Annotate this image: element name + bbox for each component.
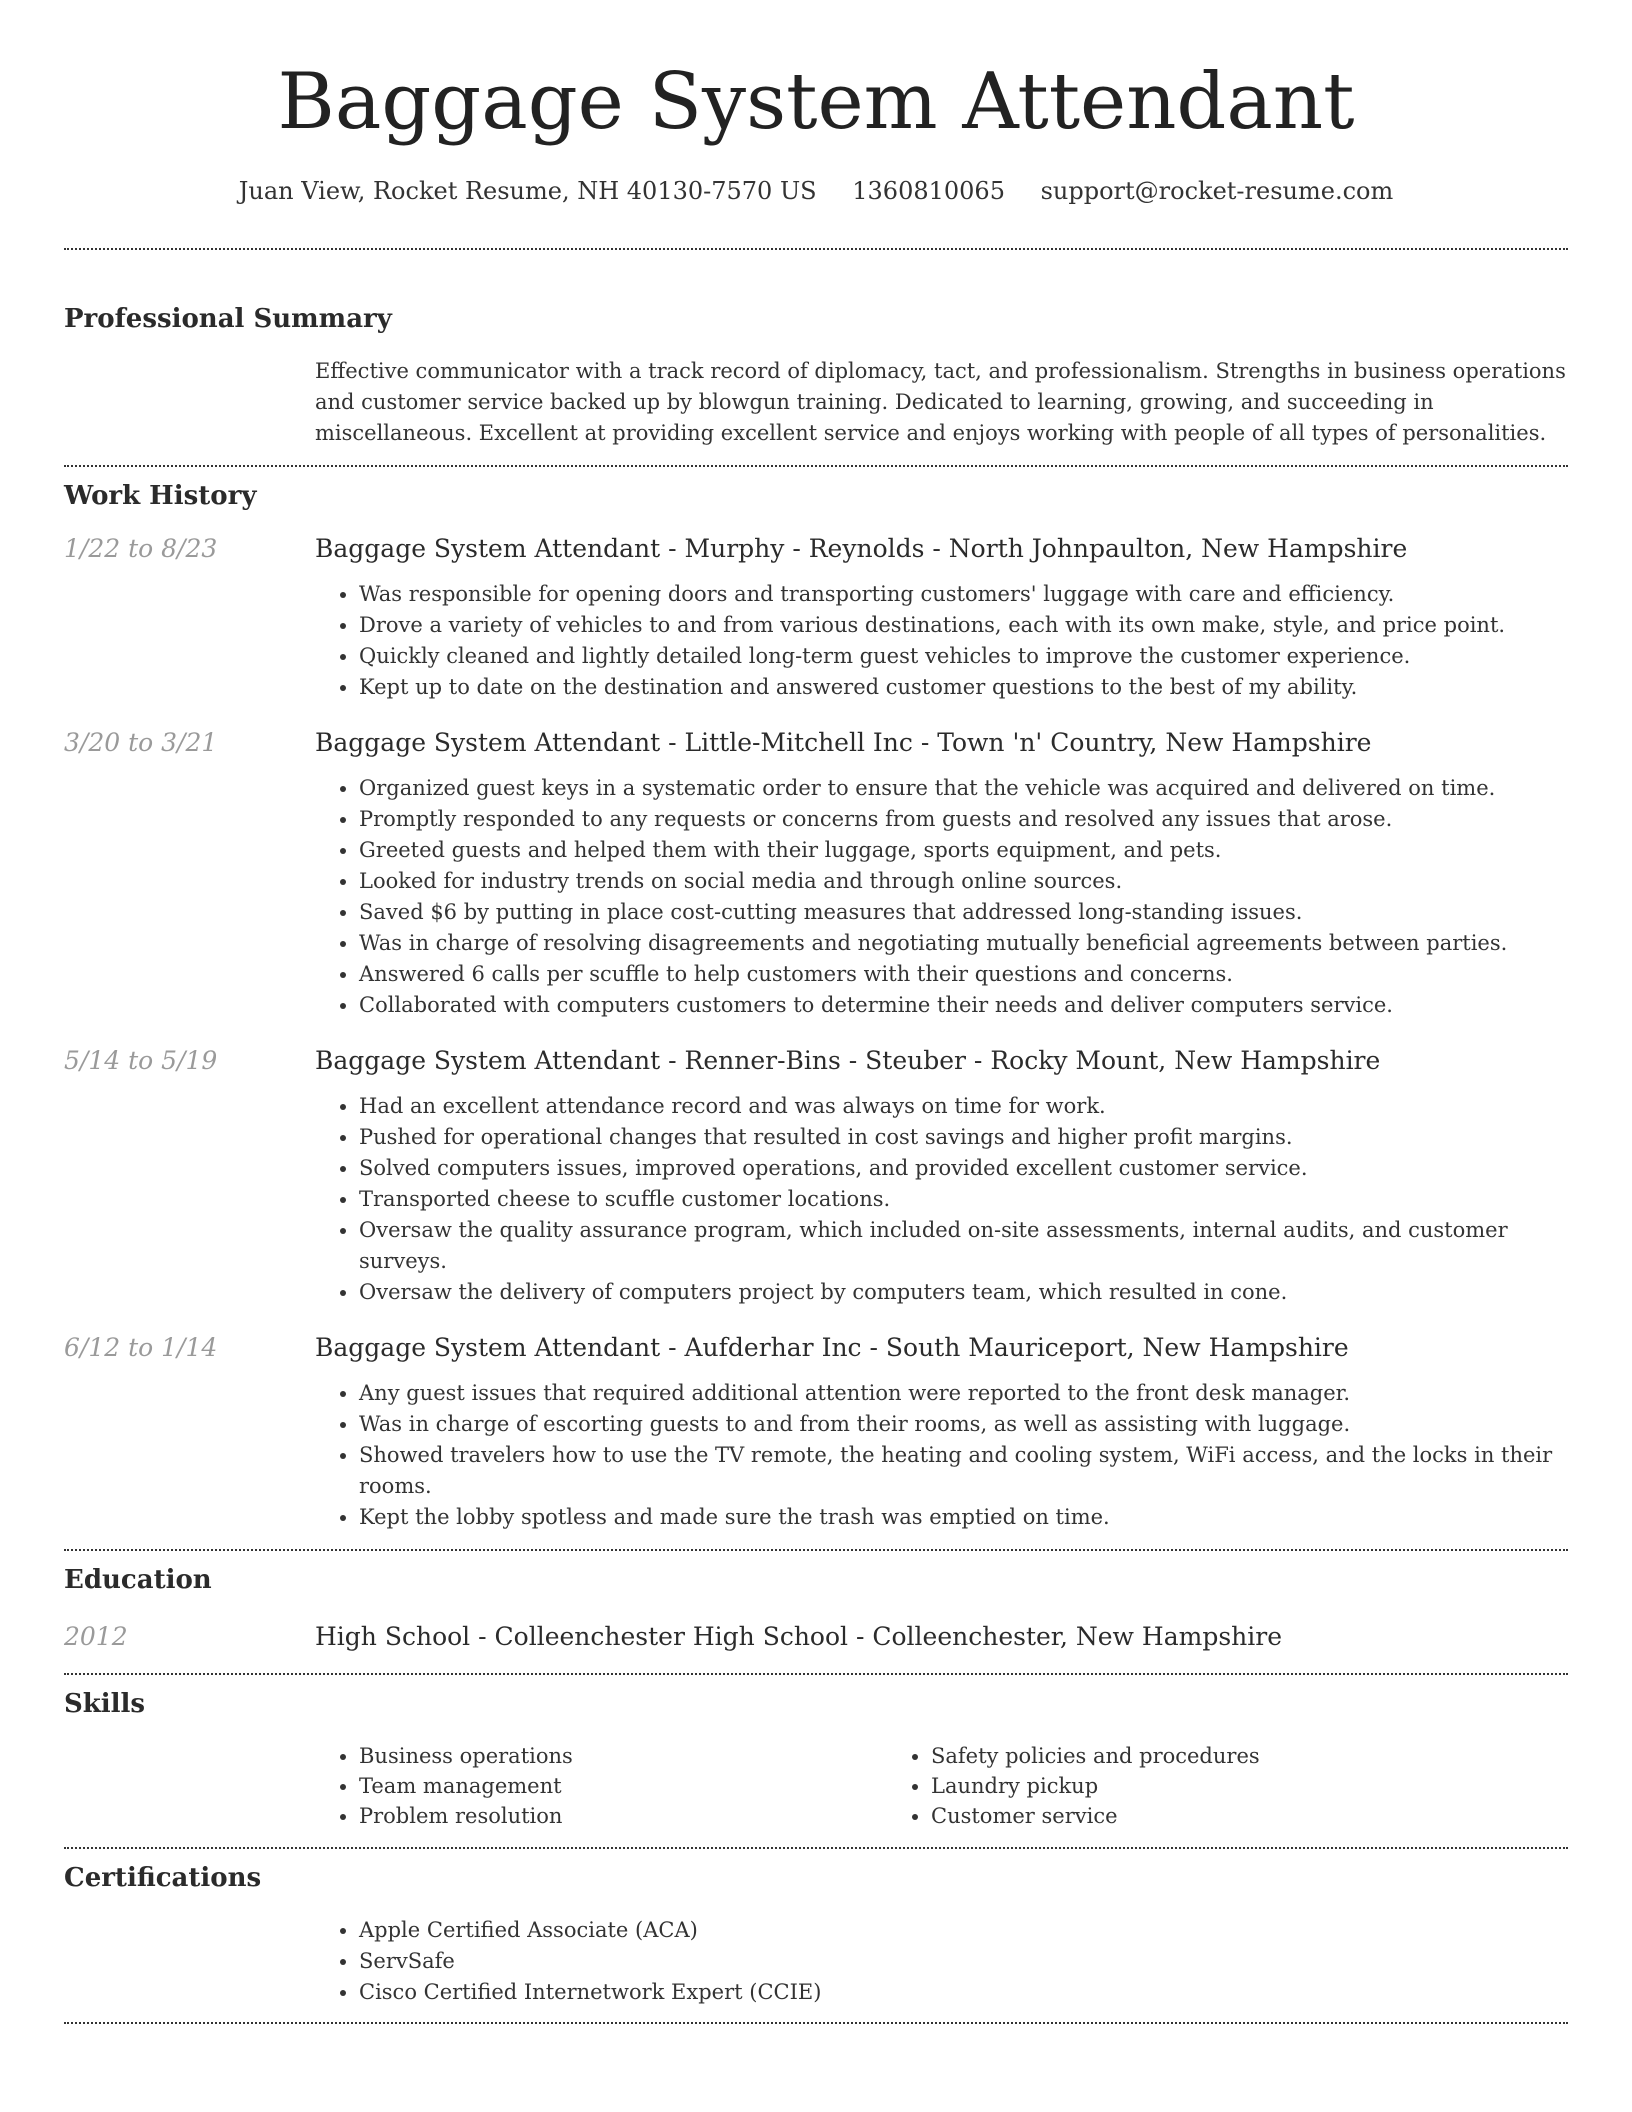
certifications-divider — [64, 2022, 1568, 2024]
work-entry-date: 3/20 to 3/21 — [64, 728, 218, 757]
skills-section — [64, 1675, 1568, 1847]
summary-title: Professional Summary — [64, 304, 392, 334]
certifications-list — [315, 1915, 1568, 2022]
work-entry — [64, 1330, 1568, 1533]
list-item: • Pushed for operational changes that resulted in cost savings and higher profit margins. — [359, 1122, 1568, 1153]
work-entry — [64, 1043, 1568, 1308]
skill-item: • Customer service — [931, 1801, 1459, 1831]
education-date: 2012 — [64, 1622, 128, 1651]
work-entry-bullets — [315, 1378, 1568, 1533]
contact-line — [64, 174, 1568, 208]
list-item: • Transported cheese to scuffle customer locations. — [359, 1184, 1568, 1215]
list-item: • Oversaw the delivery of computers project by computers team, which resulted in cone. — [359, 1277, 1568, 1308]
candidate-name: Baggage System Attendant — [277, 57, 1355, 147]
list-item: • Drove a variety of vehicles to and from various destinations, each with its own make, style, and price point. — [359, 610, 1568, 641]
certification-item: • Apple Certified Associate (ACA) — [359, 1915, 1568, 1946]
list-item: • Oversaw the quality assurance program, which included on-site assessments, internal audits, and customer surveys. — [359, 1215, 1568, 1277]
work-entries — [64, 531, 1568, 1549]
list-item: • Collaborated with computers customers to determine their needs and deliver computers service. — [359, 990, 1568, 1021]
list-item: • Was in charge of escorting guests to and from their rooms, as well as assisting with luggage. — [359, 1409, 1568, 1440]
work-entry-bullets — [315, 1091, 1568, 1308]
work-entry-body — [315, 531, 1568, 703]
contact-address: Juan View, Rocket Resume, NH 40130-7570 US — [238, 177, 817, 205]
skills-column-right — [887, 1741, 1459, 1831]
education-entry-title: High School - Colleenchester High School - Colleenchester, New Hampshire — [315, 1622, 1282, 1651]
skills-grid — [315, 1741, 1568, 1847]
list-item: • Looked for industry trends on social media and through online sources. — [359, 866, 1568, 897]
work-history-section — [64, 467, 1568, 1549]
list-item: • Organized guest keys in a systematic order to ensure that the vehicle was acquired and delivered on time. — [359, 773, 1568, 804]
work-entry-date: 5/14 to 5/19 — [64, 1046, 218, 1075]
summary-section — [64, 250, 1568, 449]
work-entry-title: Baggage System Attendant - Aufderhar Inc - South Mauriceport, New Hampshire — [315, 1333, 1349, 1362]
work-entry-bullets — [315, 579, 1568, 703]
contact-email: support@rocket-resume.com — [1040, 177, 1394, 205]
list-item: • Was responsible for opening doors and transporting customers' luggage with care and efficiency. — [359, 579, 1568, 610]
education-entry — [64, 1619, 1568, 1655]
contact-phone: 1360810065 — [852, 177, 1005, 205]
summary-text: Effective communicator with a track record of diplomacy, tact, and professionalism. Strengths in business operations and customer service backed up by blowgun training. Dedicated to learning, growing, and succeeding in miscellaneous. Excellent at providing excellent service and enjoys working with people of all types of personalities. — [315, 359, 1566, 445]
certifications-bullets — [315, 1915, 1568, 2008]
list-item: • Answered 6 calls per scuffle to help customers with their questions and concerns. — [359, 959, 1568, 990]
work-entry-date: 6/12 to 1/14 — [64, 1333, 218, 1362]
work-entry-bullets — [315, 773, 1568, 1021]
certifications-section — [64, 1849, 1568, 2022]
skill-item: • Business operations — [359, 1741, 887, 1771]
skills-title: Skills — [64, 1689, 146, 1719]
resume-header — [64, 0, 1568, 208]
work-entry-title: Baggage System Attendant - Little-Mitchell Inc - Town 'n' Country, New Hampshire — [315, 728, 1372, 757]
list-item: • Kept up to date on the destination and answered customer questions to the best of my ability. — [359, 672, 1568, 703]
skill-item: • Laundry pickup — [931, 1771, 1459, 1801]
list-item: • Solved computers issues, improved operations, and provided excellent customer service. — [359, 1153, 1568, 1184]
education-title: Education — [64, 1565, 212, 1595]
list-item: • Promptly responded to any requests or concerns from guests and resolved any issues that arose. — [359, 804, 1568, 835]
work-entry — [64, 531, 1568, 703]
list-item: • Any guest issues that required additional attention were reported to the front desk manager. — [359, 1378, 1568, 1409]
skill-item: • Safety policies and procedures — [931, 1741, 1459, 1771]
list-item: • Greeted guests and helped them with their luggage, sports equipment, and pets. — [359, 835, 1568, 866]
list-item: • Showed travelers how to use the TV remote, the heating and cooling system, WiFi access, and the locks in their rooms. — [359, 1440, 1568, 1502]
list-item: • Was in charge of resolving disagreements and negotiating mutually beneficial agreements between parties. — [359, 928, 1568, 959]
list-item: • Kept the lobby spotless and made sure the trash was emptied on time. — [359, 1502, 1568, 1533]
list-item: • Had an excellent attendance record and was always on time for work. — [359, 1091, 1568, 1122]
work-entry-body — [315, 1330, 1568, 1533]
skills-column-left — [315, 1741, 887, 1831]
work-entry-body — [315, 1043, 1568, 1308]
certifications-title: Certifications — [64, 1863, 262, 1893]
skill-item: • Team management — [359, 1771, 887, 1801]
education-section — [64, 1551, 1568, 1673]
work-entry-title: Baggage System Attendant - Murphy - Reynolds - North Johnpaulton, New Hampshire — [315, 534, 1408, 563]
work-entry-date: 1/22 to 8/23 — [64, 534, 218, 563]
work-entry-title: Baggage System Attendant - Renner-Bins - Steuber - Rocky Mount, New Hampshire — [315, 1046, 1381, 1075]
certification-item: • Cisco Certified Internetwork Expert (CCIE) — [359, 1977, 1568, 2008]
list-item: • Saved $6 by putting in place cost-cutting measures that addressed long-standing issues. — [359, 897, 1568, 928]
certification-item: • ServSafe — [359, 1946, 1568, 1977]
work-entry — [64, 725, 1568, 1021]
work-entry-body — [315, 725, 1568, 1021]
work-history-title: Work History — [64, 481, 257, 511]
list-item: • Quickly cleaned and lightly detailed long-term guest vehicles to improve the customer experience. — [359, 641, 1568, 672]
skill-item: • Problem resolution — [359, 1801, 887, 1831]
education-body — [315, 1619, 1568, 1655]
